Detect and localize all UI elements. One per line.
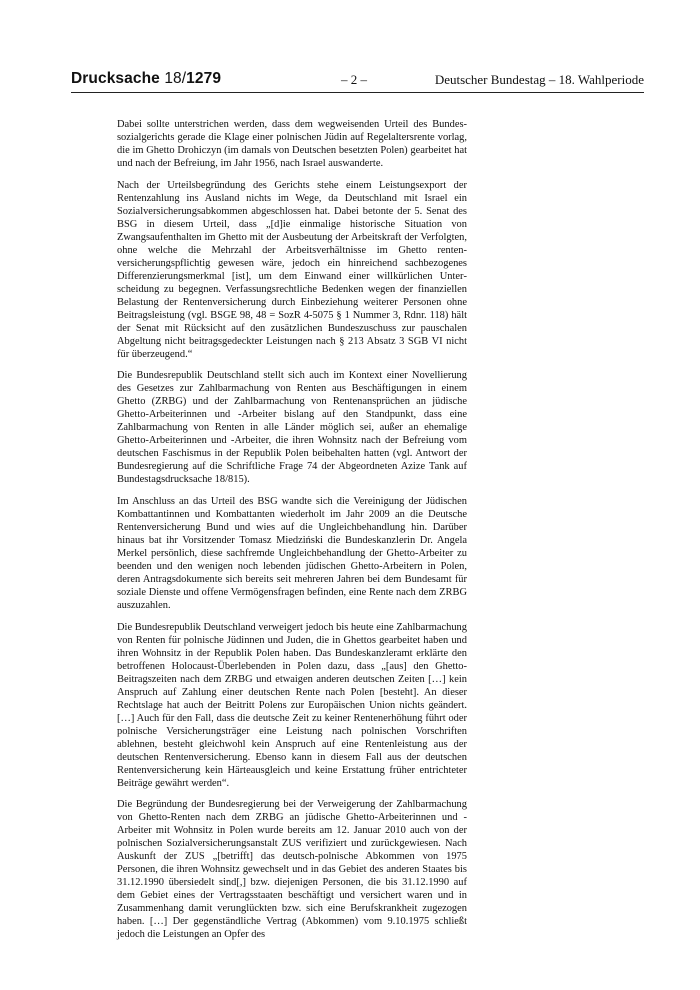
paragraph: Dabei sollte unterstrichen werden, dass dem wegweisenden Urteil des Bundessozialgerichts gerade die Klage einer polnischen Jüdin auf Regelaltersrente vorlag, die im Ghetto Drohiczyn (im damals von Deutschen besetzten Polen) gearbeitet hat und nach der Befreiung, im Jahr 1956, nach Israel auswanderte.	[117, 119, 467, 170]
document-number: 1279	[186, 70, 222, 87]
body-text	[117, 118, 467, 950]
paragraph: Die Begründung der Bundesregierung bei der Verweigerung der Zahlbarmachung von Ghetto-Renten nach dem ZRBG an jüdische Ghetto-Arbeiterinnen und -Arbeiter mit Wohnsitz in Polen wurde bereits am 12. Januar 2010 auch von der polnischen Sozialversicherungsanstalt ZUS verifiziert und zurückgewiesen. Nach Auskunft der ZUS „[betrifft] das deutsch-polnische Abkommen von 1975 Personen, die ihren Wohnsitz gewechselt und in das Gebiet des anderen Staates bis 31.12.1990 übersiedelt sind[,] bzw. diejenigen Personen, die bis 31.12.1990 auf dem Gebiet eines der Vertragsstaaten beschäftigt und versichert waren und in Zusammenhang damit verunglückten bzw. sich eine Berufskrankheit zugezogen haben. […] Der gegenständliche Vertrag (Abkommen) vom 9.10.1975 schließt jedoch die Leistungen an Opfer des	[117, 799, 467, 941]
paragraph: Die Bundesrepublik Deutschland stellt sich auch im Kontext einer Novellierung des Gesetzes zur Zahlbarmachung von Renten aus Beschäftigungen in einem Ghetto (ZRBG) und der Zahlbarmachung von Rentenansprüchen an jüdische Ghetto-Arbeiterinnen und -Arbeiter bislang auf den Standpunkt, dass eine Zahlbarmachung von Renten in alle Länder möglich sei, außer an ehemalige Ghetto-Arbeiterinnen und -Arbeiter, die ihren Wohnsitz nach der Befreiung vom deutschen Faschismus in der Republik Polen beibehalten hatten (vgl. Antwort der Bundesregierung auf die Schriftliche Frage 74 der Abgeordneten Azize Tank auf Bundestagsdrucksache 18/815).	[117, 370, 467, 486]
document-number-prefix: 18/	[164, 70, 187, 87]
parliament-session: Deutscher Bundestag – 18. Wahlperiode	[434, 72, 644, 87]
document-label: Drucksache	[71, 70, 160, 87]
paragraph: Nach der Urteilsbegründung des Gerichts stehe einem Leistungsexport der Rentenzahlung ins Ausland nichts im Wege, da Deutschland mit Israel ein Sozialversicherungsabkommen abgeschlossen hat. Dabei betonte der 5. Senat des BSG in diesem Urteil, dass „[d]ie einmalige historische Situation von Zwangsaufenthalten im Ghetto mit der Ausbeutung der Arbeitskraft der Verfolgten, ohne welche die Mehrzahl der Arbeitsverhältnisse im Ghetto rentenversicherungspflichtig gewesen wäre, jedoch ein hinreichend sachbezogenes Differenzierungsmerkmal [ist], um dem Einwand einer willkürlichen Unterscheidung zu begegnen. Verfassungsrechtliche Bedenken wegen der finanziellen Belastung der Rentenversicherung durch Einbeziehung weiterer Personen ohne Beitragsleistung (vgl. BSGE 98, 48 = SozR 4-5075 § 1 Nummer 3, Rdnr. 118) hält der Senat mit Rücksicht auf den zusätzlichen Bundeszuschuss zur pauschalen Abgeltung nicht beitragsgedeckter Leistungen nach § 213 Absatz 3 SGB VI nicht für überzeugend.“	[117, 179, 467, 360]
paragraph: Im Anschluss an das Urteil des BSG wandte sich die Vereinigung der Jüdischen Kombattantinnen und Kombattanten wiederholt im Jahr 2009 an die Deutsche Rentenversicherung Bund und wies auf die Ungleichbehandlung hin. Darüber hinaus bat ihr Vorsitzender Tomasz Miedziński die Bundeskanzlerin Dr. Angela Merkel persönlich, diese sachfremde Ungleichbehandlung der Ghetto-Arbeiter zu beenden und den wenigen noch lebenden jüdischen Ghetto-Arbeitern in Polen, deren Antragsdokumente sich bereits seit mehreren Jahren bei dem Bundesamt für soziale Dienste und offene Vermögensfragen befinden, eine Rente nach dem ZRBG auszuzahlen.	[117, 495, 467, 612]
document-id	[71, 70, 221, 88]
paragraph: Die Bundesrepublik Deutschland verweigert jedoch bis heute eine Zahlbarmachung von Renten für polnische Jüdinnen und Juden, die in Ghettos gearbeitet haben und ihren Wohnsitz in der Republik Polen haben. Das Bundeskanzleramt erklärte den betroffenen Holocaust-Überlebenden in Polen dazu, dass „[aus] den Ghetto-Beitragszeiten nach dem ZRBG und etwaigen anderen deutschen Zeiten […] kein Anspruch auf Zahlung einer deutschen Rente nach Polen [besteht]. An dieser Rechtslage hat auch der Beitritt Polens zur Europäischen Union nichts geändert. […] Auch für den Fall, dass die deutsche Zeit zu keiner Rentenerhöhung führt oder polnische Versicherungsträger eine Leistung nach polnischen Vorschriften ablehnen, besteht gleichwohl kein Anspruch auf eine Rentenleistung aus der deutschen Rentenversicherung. Ebenso kann in diesem Fall aus der deutschen Rentenversicherung kein Härteausgleich und keine Erstattung früher entrichteter Beiträge gewährt werden“.	[117, 621, 467, 789]
page-number: – 2 –	[341, 72, 367, 87]
page-header	[71, 66, 644, 93]
